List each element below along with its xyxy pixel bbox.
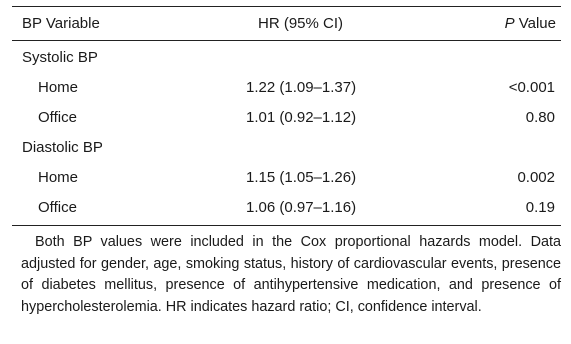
- table-header-rule: [12, 40, 561, 41]
- table-bottom-rule: [12, 225, 561, 226]
- table-header-row: [0, 9, 571, 39]
- row-p-value: 0.002: [517, 169, 555, 186]
- row-p-value: 0.80: [525, 109, 555, 126]
- row-variable: Office: [38, 199, 77, 216]
- group-row-systolic: [0, 43, 571, 73]
- table-row: [0, 73, 571, 103]
- group-label: Diastolic BP: [22, 139, 103, 156]
- header-p-rest: Value: [514, 15, 556, 32]
- group-label: Systolic BP: [22, 49, 98, 66]
- header-p-value: [505, 9, 556, 39]
- row-hr: 1.06 (0.97–1.16): [246, 199, 357, 216]
- group-row-diastolic: [0, 133, 571, 163]
- row-p-value: 0.19: [525, 199, 555, 216]
- table-row: [0, 193, 571, 223]
- table-row: [0, 103, 571, 133]
- header-hr-ci: HR (95% CI): [258, 15, 344, 32]
- header-bp-variable: BP Variable: [22, 15, 100, 32]
- row-variable: Home: [38, 79, 79, 96]
- row-p-value: <0.001: [508, 79, 555, 96]
- row-hr: 1.15 (1.05–1.26): [246, 169, 357, 186]
- header-p-italic: P: [504, 15, 515, 32]
- row-hr: 1.22 (1.09–1.37): [246, 79, 357, 96]
- table-row: [0, 163, 571, 193]
- table-footnote: Both BP values were included in the Cox proportional hazards model. Data adjusted for gender, age, smoking status, history of cardiovascular events, presence of diabetes mellitus, presence of antihypertensive medication, and presence of hypercholesterolemia. HR indicates hazard ratio; CI, confidence interval.: [21, 234, 561, 315]
- table-top-rule: [12, 6, 561, 7]
- row-variable: Home: [38, 169, 79, 186]
- row-hr: 1.01 (0.92–1.12): [246, 109, 357, 126]
- row-variable: Office: [38, 109, 77, 126]
